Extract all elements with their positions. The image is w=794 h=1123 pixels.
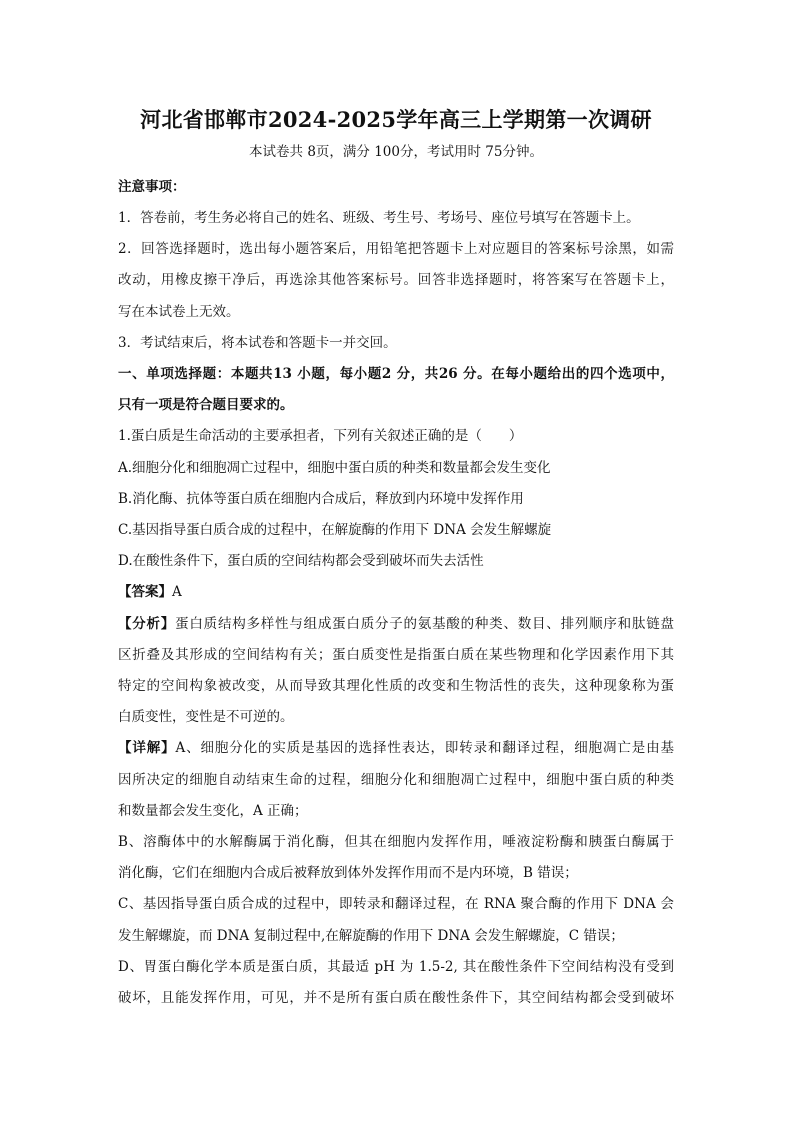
document-title: 河北省邯郸市2024-2025学年高三上学期第一次调研: [140, 107, 652, 132]
notice-heading: 注意事项：: [118, 179, 186, 195]
detail-line-7: 发生解螺旋，而 DNA 复制过程中,在解旋酶的作用下 DNA 会发生解螺旋，C 错误；: [118, 927, 624, 944]
detail-line-2: 因所决定的细胞自动结束生命的过程，细胞分化和细胞凋亡过程中，细胞中蛋白质的种类: [118, 771, 674, 788]
document-subtitle: 本试卷共 8页，满分 100分，考试用时 75分钟。: [249, 144, 543, 160]
detail-line-1: [118, 733, 674, 764]
detail-line-5: 消化酶，它们在细胞内合成后被释放到体外发挥作用而不是内环境，B 错误；: [118, 865, 578, 882]
notice-item-2-line-3: 写在本试卷上无效。: [118, 303, 240, 320]
notice-item-3: 3．考试结束后，将本试卷和答题卡一并交回。: [118, 334, 397, 351]
notice-item-2-line-2: 改动，用橡皮擦干净后，再选涂其他答案标号。回答非选择题时，将答案写在答题卡上，: [118, 272, 674, 289]
section-heading-line-2: 只有一项是符合题目要求的。: [118, 397, 294, 414]
option-c: C.基因指导蛋白质合成的过程中，在解旋酶的作用下 DNA 会发生解螺旋: [118, 522, 552, 539]
analysis-text-1: 蛋白质结构多样性与组成蛋白质分子的氨基酸的种类、数目、排列顺序和肽链盘: [175, 615, 675, 632]
answer-line: [118, 577, 674, 608]
option-b: B.消化酶、抗体等蛋白质在细胞内合成后，释放到内环境中发挥作用: [118, 490, 524, 507]
option-d: D.在酸性条件下，蛋白质的空间结构都会受到破坏而失去活性: [118, 553, 484, 570]
detail-line-4: B、溶酶体中的水解酶属于消化酶，但其在细胞内发挥作用，唾液淀粉酶和胰蛋白酶属于: [118, 834, 674, 851]
notice-item-1: 1．答卷前，考生务必将自己的姓名、班级、考生号、考场号、座位号填写在答题卡上。: [118, 210, 640, 226]
notice-item-2-line-1: 2．回答选择题时，选出每小题答案后，用铅笔把答题卡上对应题目的答案标号涂黑，如需: [118, 241, 674, 258]
analysis-line-1: [118, 609, 674, 640]
option-a: A.细胞分化和细胞凋亡过程中，细胞中蛋白质的种类和数量都会发生变化: [118, 459, 551, 476]
section-heading-line-1: 一、单项选择题：本题共13 小题，每小题2 分，共26 分。在每小题给出的四个选项中，: [118, 366, 674, 383]
detail-line-3: 和数量都会发生变化，A 正确；: [118, 802, 308, 819]
answer-label: 【答案】: [118, 584, 172, 601]
detail-text-1: A、细胞分化的实质是基因的选择性表达，即转录和翻译过程，细胞凋亡是由基: [175, 740, 674, 757]
detail-line-8: D、胃蛋白酶化学本质是蛋白质，其最适 pH 为 1.5-2, 其在酸性条件下空间结构没有受到: [118, 958, 674, 975]
analysis-line-3: 特定的空间构象被改变，从而导致其理化性质的改变和生物活性的丧失，这种现象称为蛋: [118, 678, 674, 695]
answer-value: A: [172, 584, 182, 601]
analysis-label: 【分析】: [118, 615, 176, 632]
analysis-line-4: 白质变性，变性是不可逆的。: [118, 709, 294, 726]
detail-label: 【详解】: [118, 740, 176, 757]
detail-line-6: C、基因指导蛋白质合成的过程中，即转录和翻译过程，在 RNA 聚合酶的作用下 DNA 会: [118, 896, 674, 913]
detail-line-9: 破坏，且能发挥作用，可见，并不是所有蛋白质在酸性条件下，其空间结构都会受到破坏: [118, 990, 674, 1007]
analysis-line-2: 区折叠及其形成的空间结构有关；蛋白质变性是指蛋白质在某些物理和化学因素作用下其: [118, 646, 674, 663]
question-stem: 1.蛋白质是生命活动的主要承担者，下列有关叙述正确的是（ ）: [118, 428, 523, 445]
